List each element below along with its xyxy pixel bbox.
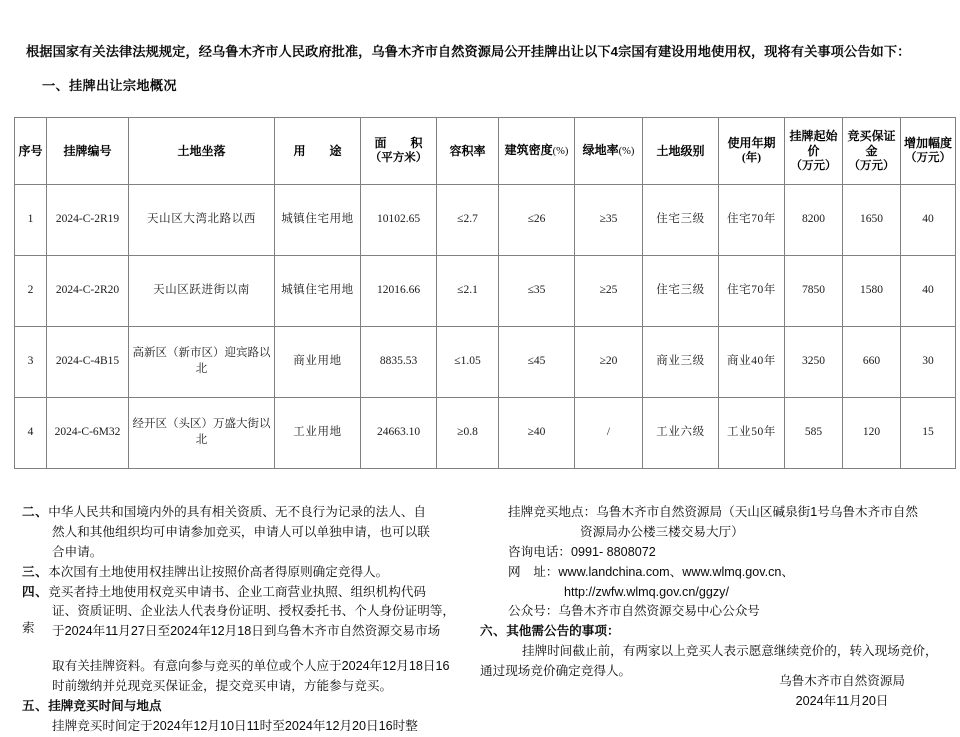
cell-land-grade: 住宅三级: [643, 185, 719, 256]
table-row: [15, 327, 956, 398]
cell-location: 经开区（头区）万盛大街以北: [129, 398, 275, 469]
header-index: 序号: [15, 118, 47, 185]
cell-increment: 30: [901, 327, 956, 398]
cell-green-ratio: /: [575, 398, 643, 469]
clause-four-number: 四、: [22, 584, 49, 599]
cell-increment: 40: [901, 185, 956, 256]
cell-far: ≤2.1: [437, 256, 499, 327]
clause-four-line3: 于2024年11月27日至2024年12月18日到乌鲁木齐市自然资源交易市场: [52, 624, 441, 639]
header-start-price: [785, 118, 843, 185]
clause-three-number: 三、: [22, 564, 49, 579]
cell-listing-code: 2024-C-6M32: [47, 398, 129, 469]
header-deposit: [843, 118, 901, 185]
cell-increment: 40: [901, 256, 956, 327]
cell-use: 工业用地: [275, 398, 361, 469]
cell-area: 24663.10: [361, 398, 437, 469]
clause-two-number: 二、: [22, 505, 49, 519]
cell-increment: 15: [901, 398, 956, 469]
table-row: [15, 398, 956, 469]
cell-index: 3: [15, 327, 47, 398]
cell-location: 天山区大湾北路以西: [129, 185, 275, 256]
website-line-2: http://zwfw.wlmq.gov.cn/ggzy/: [564, 584, 729, 599]
header-deposit-unit: （万元）: [848, 159, 895, 172]
header-term-unit: (年): [741, 152, 762, 165]
clause-five-heading: 挂牌竞买时间与地点: [48, 699, 162, 714]
clause-six: [480, 622, 946, 642]
clause-five: [22, 697, 494, 717]
clause-three: [22, 563, 494, 583]
header-green-ratio-main: 绿地率: [582, 143, 619, 158]
cell-listing-code: 2024-C-2R19: [47, 185, 129, 256]
consult-phone: 咨询电话：0991- 8808072: [508, 544, 656, 559]
cell-building-density: ≤26: [499, 185, 575, 256]
cell-use: 城镇住宅用地: [275, 256, 361, 327]
clause-four-line5: 时前缴纳并兑现竞买保证金，提交竞买申请，方能参与竞买。: [52, 679, 393, 694]
header-increment: [901, 118, 956, 185]
clause-four-orphan-char: 索: [22, 621, 35, 635]
cell-area: 12016.66: [361, 256, 437, 327]
cell-index: 1: [15, 185, 47, 256]
header-location: 土地坐落: [129, 118, 275, 185]
website-line: 网 址：www.landchina.com、www.wlmq.gov.cn、: [508, 564, 795, 579]
right-text-column: [480, 503, 946, 682]
clause-four-line2: 证、资质证明、企业法人代表身份证明、授权委托书、个人身份证明等，: [52, 604, 455, 619]
issuer-name: 乌鲁木齐市自然资源局: [779, 674, 905, 688]
clause-five-number: 五、: [22, 699, 49, 714]
header-area-unit: （平方米）: [369, 152, 428, 165]
cell-far: ≥0.8: [437, 398, 499, 469]
venue-line-2: 资源局办公楼三楼交易大厅）: [580, 524, 744, 539]
header-start-price-unit: （万元）: [790, 159, 837, 172]
venue-line-1: 挂牌竞买地点：乌鲁木齐市自然资源局（天山区碱泉街1号乌鲁木齐市自然: [508, 505, 919, 519]
header-land-grade: 土地级别: [643, 118, 719, 185]
clause-four-line1: 竞买者持土地使用权竞买申请书、企业工商营业执照、组织机构代码: [48, 584, 426, 599]
cell-land-grade: 工业六级: [643, 398, 719, 469]
cell-far: ≤2.7: [437, 185, 499, 256]
land-parcels-table: [14, 117, 956, 469]
header-term-main: 使用年期: [727, 136, 776, 151]
cell-term: 商业40年: [719, 327, 785, 398]
cell-index: 4: [15, 398, 47, 469]
cell-land-grade: 住宅三级: [643, 256, 719, 327]
cell-use: 城镇住宅用地: [275, 185, 361, 256]
cell-building-density: ≤45: [499, 327, 575, 398]
cell-start-price: 7850: [785, 256, 843, 327]
cell-location: 高新区（新市区）迎宾路以北: [129, 327, 275, 398]
cell-index: 2: [15, 256, 47, 327]
header-start-price-main: 挂牌起始价: [789, 128, 838, 158]
cell-building-density: ≤35: [499, 256, 575, 327]
cell-term: 工业50年: [719, 398, 785, 469]
header-increment-unit: （万元）: [905, 152, 951, 165]
header-increment-main: 增加幅度: [903, 136, 952, 151]
cell-deposit: 1650: [843, 185, 901, 256]
cell-term: 住宅70年: [719, 256, 785, 327]
header-area: [361, 118, 437, 185]
cell-use: 商业用地: [275, 327, 361, 398]
clause-four: [22, 583, 494, 603]
cell-area: 10102.65: [361, 185, 437, 256]
clause-six-line1: 挂牌时间截止前，有两家以上竞买人表示愿意继续竞价的，转入现场竞价，: [522, 644, 938, 659]
cell-green-ratio: ≥35: [575, 185, 643, 256]
clause-four-line4: 取有关挂牌资料。有意向参与竞买的单位或个人应于2024年12月18日16: [52, 659, 450, 674]
clause-five-line1: 挂牌竞买时间定于2024年12月10日11时至2024年12月20日16时整: [52, 718, 418, 733]
header-building-density: [499, 118, 575, 185]
table-header-row: [15, 118, 956, 185]
cell-far: ≤1.05: [437, 327, 499, 398]
cell-listing-code: 2024-C-4B15: [47, 327, 129, 398]
left-text-column: [22, 503, 494, 737]
section-one-heading: 一、挂牌出让宗地概况: [42, 78, 177, 93]
wechat-account-line: 公众号：乌鲁木齐市自然资源交易中心公众号: [508, 604, 760, 619]
cell-location: 天山区跃进街以南: [129, 256, 275, 327]
clause-two-line2: 然人和其他组织均可申请参加竞买，申请人可以单独申请，也可以联: [52, 524, 430, 539]
cell-listing-code: 2024-C-2R20: [47, 256, 129, 327]
header-deposit-main: 竞买保证金: [847, 128, 896, 158]
cell-deposit: 120: [843, 398, 901, 469]
issue-date: 2024年11月20日: [795, 693, 889, 708]
header-green-ratio-unit: (%): [618, 146, 635, 158]
header-building-density-main: 建筑密度: [504, 143, 553, 158]
clause-two-line3: 合申请。: [52, 544, 103, 559]
header-green-ratio: [575, 118, 643, 185]
clause-six-number: 六、: [480, 624, 507, 639]
cell-term: 住宅70年: [719, 185, 785, 256]
clause-two: [22, 503, 494, 523]
clause-two-line1: 中华人民共和国境内外的具有相关资质、无不良行为记录的法人、自: [48, 505, 426, 519]
clause-six-line2: 通过现场竞价确定竞得人。: [480, 664, 632, 679]
table-row: [15, 256, 956, 327]
cell-deposit: 1580: [843, 256, 901, 327]
clause-six-heading: 其他需公告的事项：: [506, 624, 620, 639]
header-area-main: 面 积: [374, 136, 429, 151]
cell-start-price: 585: [785, 398, 843, 469]
cell-building-density: ≥40: [499, 398, 575, 469]
clause-three-text: 本次国有土地使用权挂牌出让按照价高者得原则确定竞得人。: [48, 564, 389, 579]
table-row: [15, 185, 956, 256]
cell-land-grade: 商业三级: [643, 327, 719, 398]
header-use: 用 途: [275, 118, 361, 185]
cell-deposit: 660: [843, 327, 901, 398]
cell-start-price: 3250: [785, 327, 843, 398]
intro-paragraph: 根据国家有关法律法规规定，经乌鲁木齐市人民政府批准，乌鲁木齐市自然资源局公开挂牌出让以下4宗国有建设用地使用权，现将有关事项公告如下：: [26, 44, 911, 59]
header-listing-code: 挂牌编号: [47, 118, 129, 185]
header-far: 容积率: [437, 118, 499, 185]
cell-area: 8835.53: [361, 327, 437, 398]
cell-green-ratio: ≥25: [575, 256, 643, 327]
cell-start-price: 8200: [785, 185, 843, 256]
cell-green-ratio: ≥20: [575, 327, 643, 398]
signature-block: [779, 672, 905, 711]
header-term: [719, 118, 785, 185]
header-building-density-unit: (%): [552, 146, 569, 158]
